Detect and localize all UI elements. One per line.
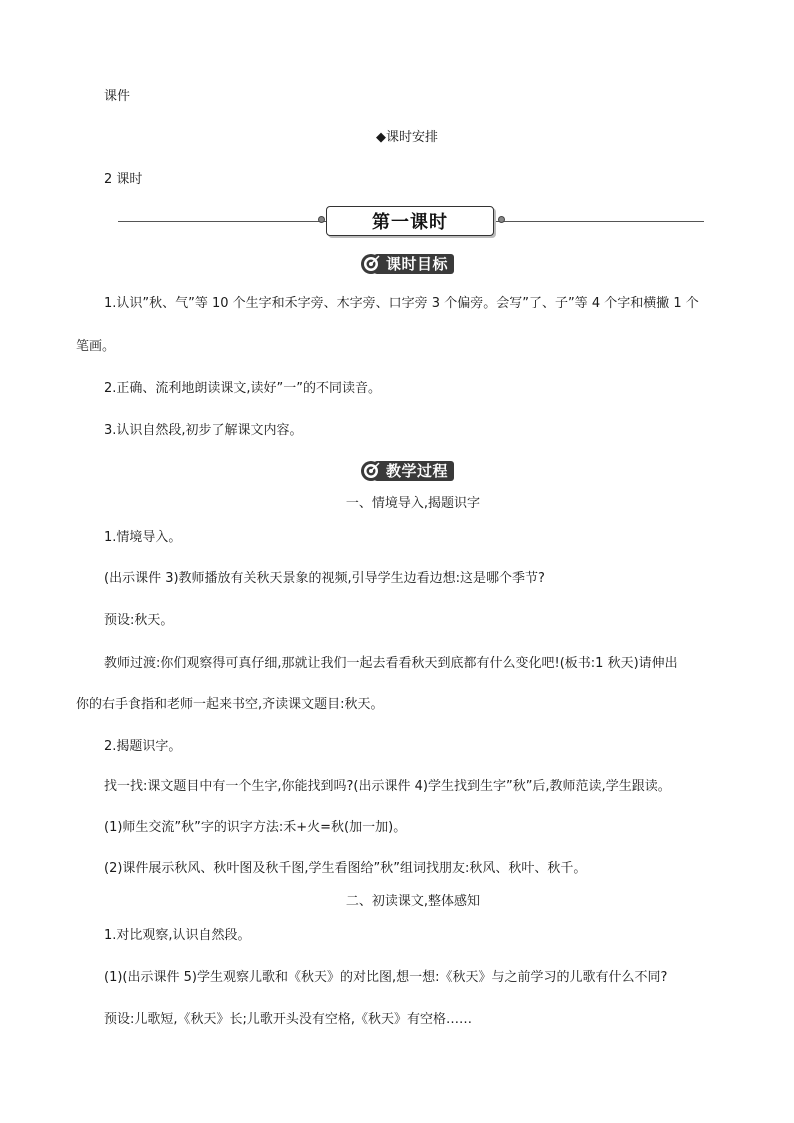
schedule-title: ◆课时安排 — [376, 130, 438, 145]
objective-2: 2.正确、流利地朗读课文,读好”一”的不同读音。 — [104, 381, 382, 396]
source-label: 课件 — [104, 89, 131, 104]
objectives-badge-label: 课时目标 — [374, 254, 454, 274]
process-paragraph: (1)(出示课件 5)学生观察儿歌和《秋天》的对比图,想一想:《秋天》与之前学习的儿歌有什么不同? — [104, 970, 668, 985]
banner-rule-left — [118, 221, 326, 222]
target-icon — [360, 253, 382, 275]
process-paragraph: 2.揭题识字。 — [104, 739, 182, 754]
objective-3: 3.认识自然段,初步了解课文内容。 — [104, 423, 303, 438]
process-paragraph: 1.情境导入。 — [104, 530, 182, 545]
objective-1-line-2: 笔画。 — [76, 339, 116, 354]
objective-1-line-1: 1.认识”秋、气”等 10 个生字和禾字旁、木字旁、口字旁 3 个偏旁。会写”了、子”等 4 个字和横撇 1 个 — [104, 296, 699, 311]
target-icon — [360, 460, 382, 482]
process-badge-label: 教学过程 — [374, 461, 454, 481]
process-paragraph: 预设:儿歌短,《秋天》长;儿歌开头没有空格,《秋天》有空格…… — [104, 1012, 473, 1027]
banner-dot-right — [498, 216, 505, 223]
schedule-value: 2 课时 — [104, 172, 143, 187]
process-paragraph: (1)师生交流”秋”字的识字方法:禾+火=秋(加一加)。 — [104, 820, 407, 835]
process-heading-2: 二、初读课文,整体感知 — [345, 894, 481, 909]
process-paragraph: 教师过渡:你们观察得可真仔细,那就让我们一起去看看秋天到底都有什么变化吧!(板书:1 秋天)请伸出 — [104, 656, 678, 671]
process-paragraph: (2)课件展示秋风、秋叶图及秋千图,学生看图给”秋”组词找朋友:秋风、秋叶、秋千。 — [104, 861, 587, 876]
process-paragraph: (出示课件 3)教师播放有关秋天景象的视频,引导学生边看边想:这是哪个季节? — [104, 571, 545, 586]
banner-dot-left — [318, 216, 325, 223]
process-badge — [360, 460, 454, 482]
banner-rule-right — [494, 221, 704, 222]
process-paragraph: 找一找:课文题目中有一个生字,你能找到吗?(出示课件 4)学生找到生字”秋”后,教师范读,学生跟读。 — [104, 779, 671, 794]
process-paragraph: 你的右手食指和老师一起来书空,齐读课文题目:秋天。 — [76, 697, 384, 712]
objectives-badge — [360, 253, 454, 275]
process-heading-1: 一、情境导入,揭题识字 — [345, 496, 481, 511]
process-paragraph: 预设:秋天。 — [104, 613, 174, 628]
lesson-banner: 第一课时 — [326, 206, 494, 236]
process-paragraph: 1.对比观察,认识自然段。 — [104, 928, 251, 943]
